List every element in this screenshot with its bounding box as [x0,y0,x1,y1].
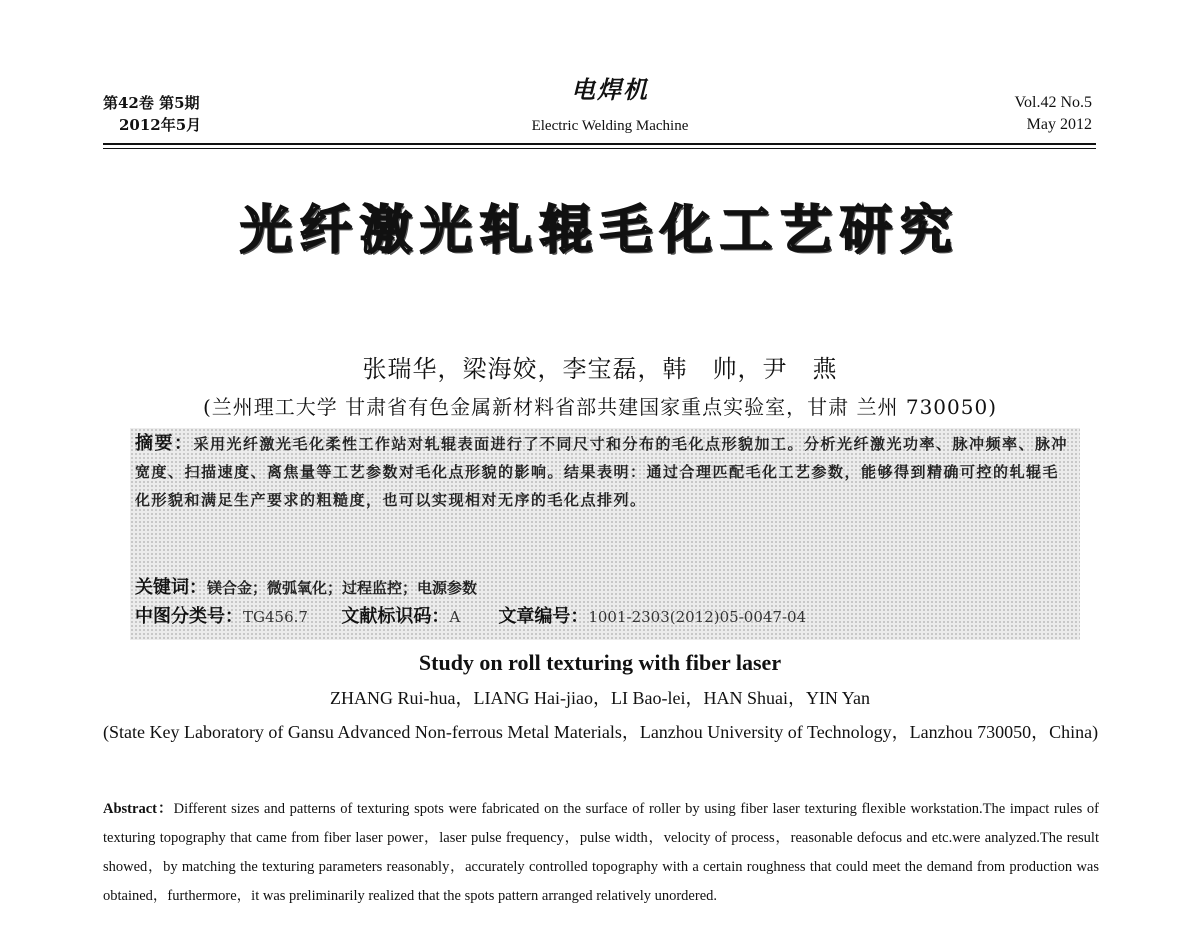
abstract-cn-text: 采用光纤激光毛化柔性工作站对轧辊表面进行了不同尺寸和分布的毛化点形貌加工。分析光纤激光功率、脉冲频率、脉冲宽度、扫描速度、离焦量等工艺参数对毛化点形貌的影响。结果表明：通过合理匹配毛化工艺参数，能够得到精确可控的轧辊毛化形貌和满足生产要求的粗糙度，也可以实现相对无序的毛化点排列。 [135,435,1069,509]
abstract-en [103,795,1099,911]
clc-value: TG456.7 [243,608,308,626]
volume-en: Vol.42 No.5 [1014,94,1092,111]
journal-title [480,75,740,137]
keywords-cn [135,574,1075,602]
paper-title-cn: 光纤激光轧辊毛化工艺研究 [239,201,960,261]
header-left [103,92,201,136]
date-en: May 2012 [1026,116,1092,133]
article-no-value: 1001-2303(2012)05-0047-04 [588,608,807,626]
header-right [1015,92,1093,136]
keywords-cn-label: 关键词： [135,577,207,598]
authors-cn: 张瑞华，梁海姣，李宝磊，韩 帅，尹 燕 [362,355,838,383]
clc-label: 中图分类号： [135,606,243,627]
doc-code-value: A [449,608,461,626]
affiliation-en: (State Key Laboratory of Gansu Advanced Non-ferrous Metal Materials，Lanzhou University of Technology，Lanzhou 730050，China) [103,722,1099,742]
paper-title-en: Study on roll texturing with fiber laser [418,650,782,675]
header-rule-thick [103,143,1096,145]
journal-name-en: Electric Welding Machine [531,118,689,134]
article-no-label: 文章编号： [498,606,589,627]
classification-line [135,603,1075,631]
abstract-cn-label: 摘要： [135,433,194,454]
header-rule-thin [103,148,1096,149]
abstract-en-text: Different sizes and patterns of texturing spots were fabricated on the surface of roller by using fiber laser texturing flexible workstation.The impact rules of texturing topography that came from fiber laser power，laser pulse frequency，pulse width，velocity of process，reasonable defocus and etc.were analyzed.The result showed，by matching the texturing parameters reasonably，accurately controlled topography with a certain roughness that could meet the demand from production was obtained，furthermore，it was preliminarily realized that the spots pattern arranged relatively unordered. [103,801,1099,904]
date-cn: 2012年5月 [119,116,202,134]
affiliation-cn: (兰州理工大学 甘肃省有色金属新材料省部共建国家重点实验室，甘肃 兰州 730050) [202,395,998,419]
volume-cn: 第42卷 第5期 [103,94,200,112]
doc-code-label: 文献标识码： [341,606,450,627]
authors-en: ZHANG Rui-hua，LIANG Hai-jiao，LI Bao-lei，HAN Shuai，YIN Yan [330,688,870,708]
abstract-cn [135,430,1075,514]
keywords-cn-text: 镁合金；微弧氧化；过程监控；电源参数 [207,579,478,597]
abstract-en-label: Abstract： [103,801,174,817]
journal-name-cn: 电焊机 [571,75,649,104]
